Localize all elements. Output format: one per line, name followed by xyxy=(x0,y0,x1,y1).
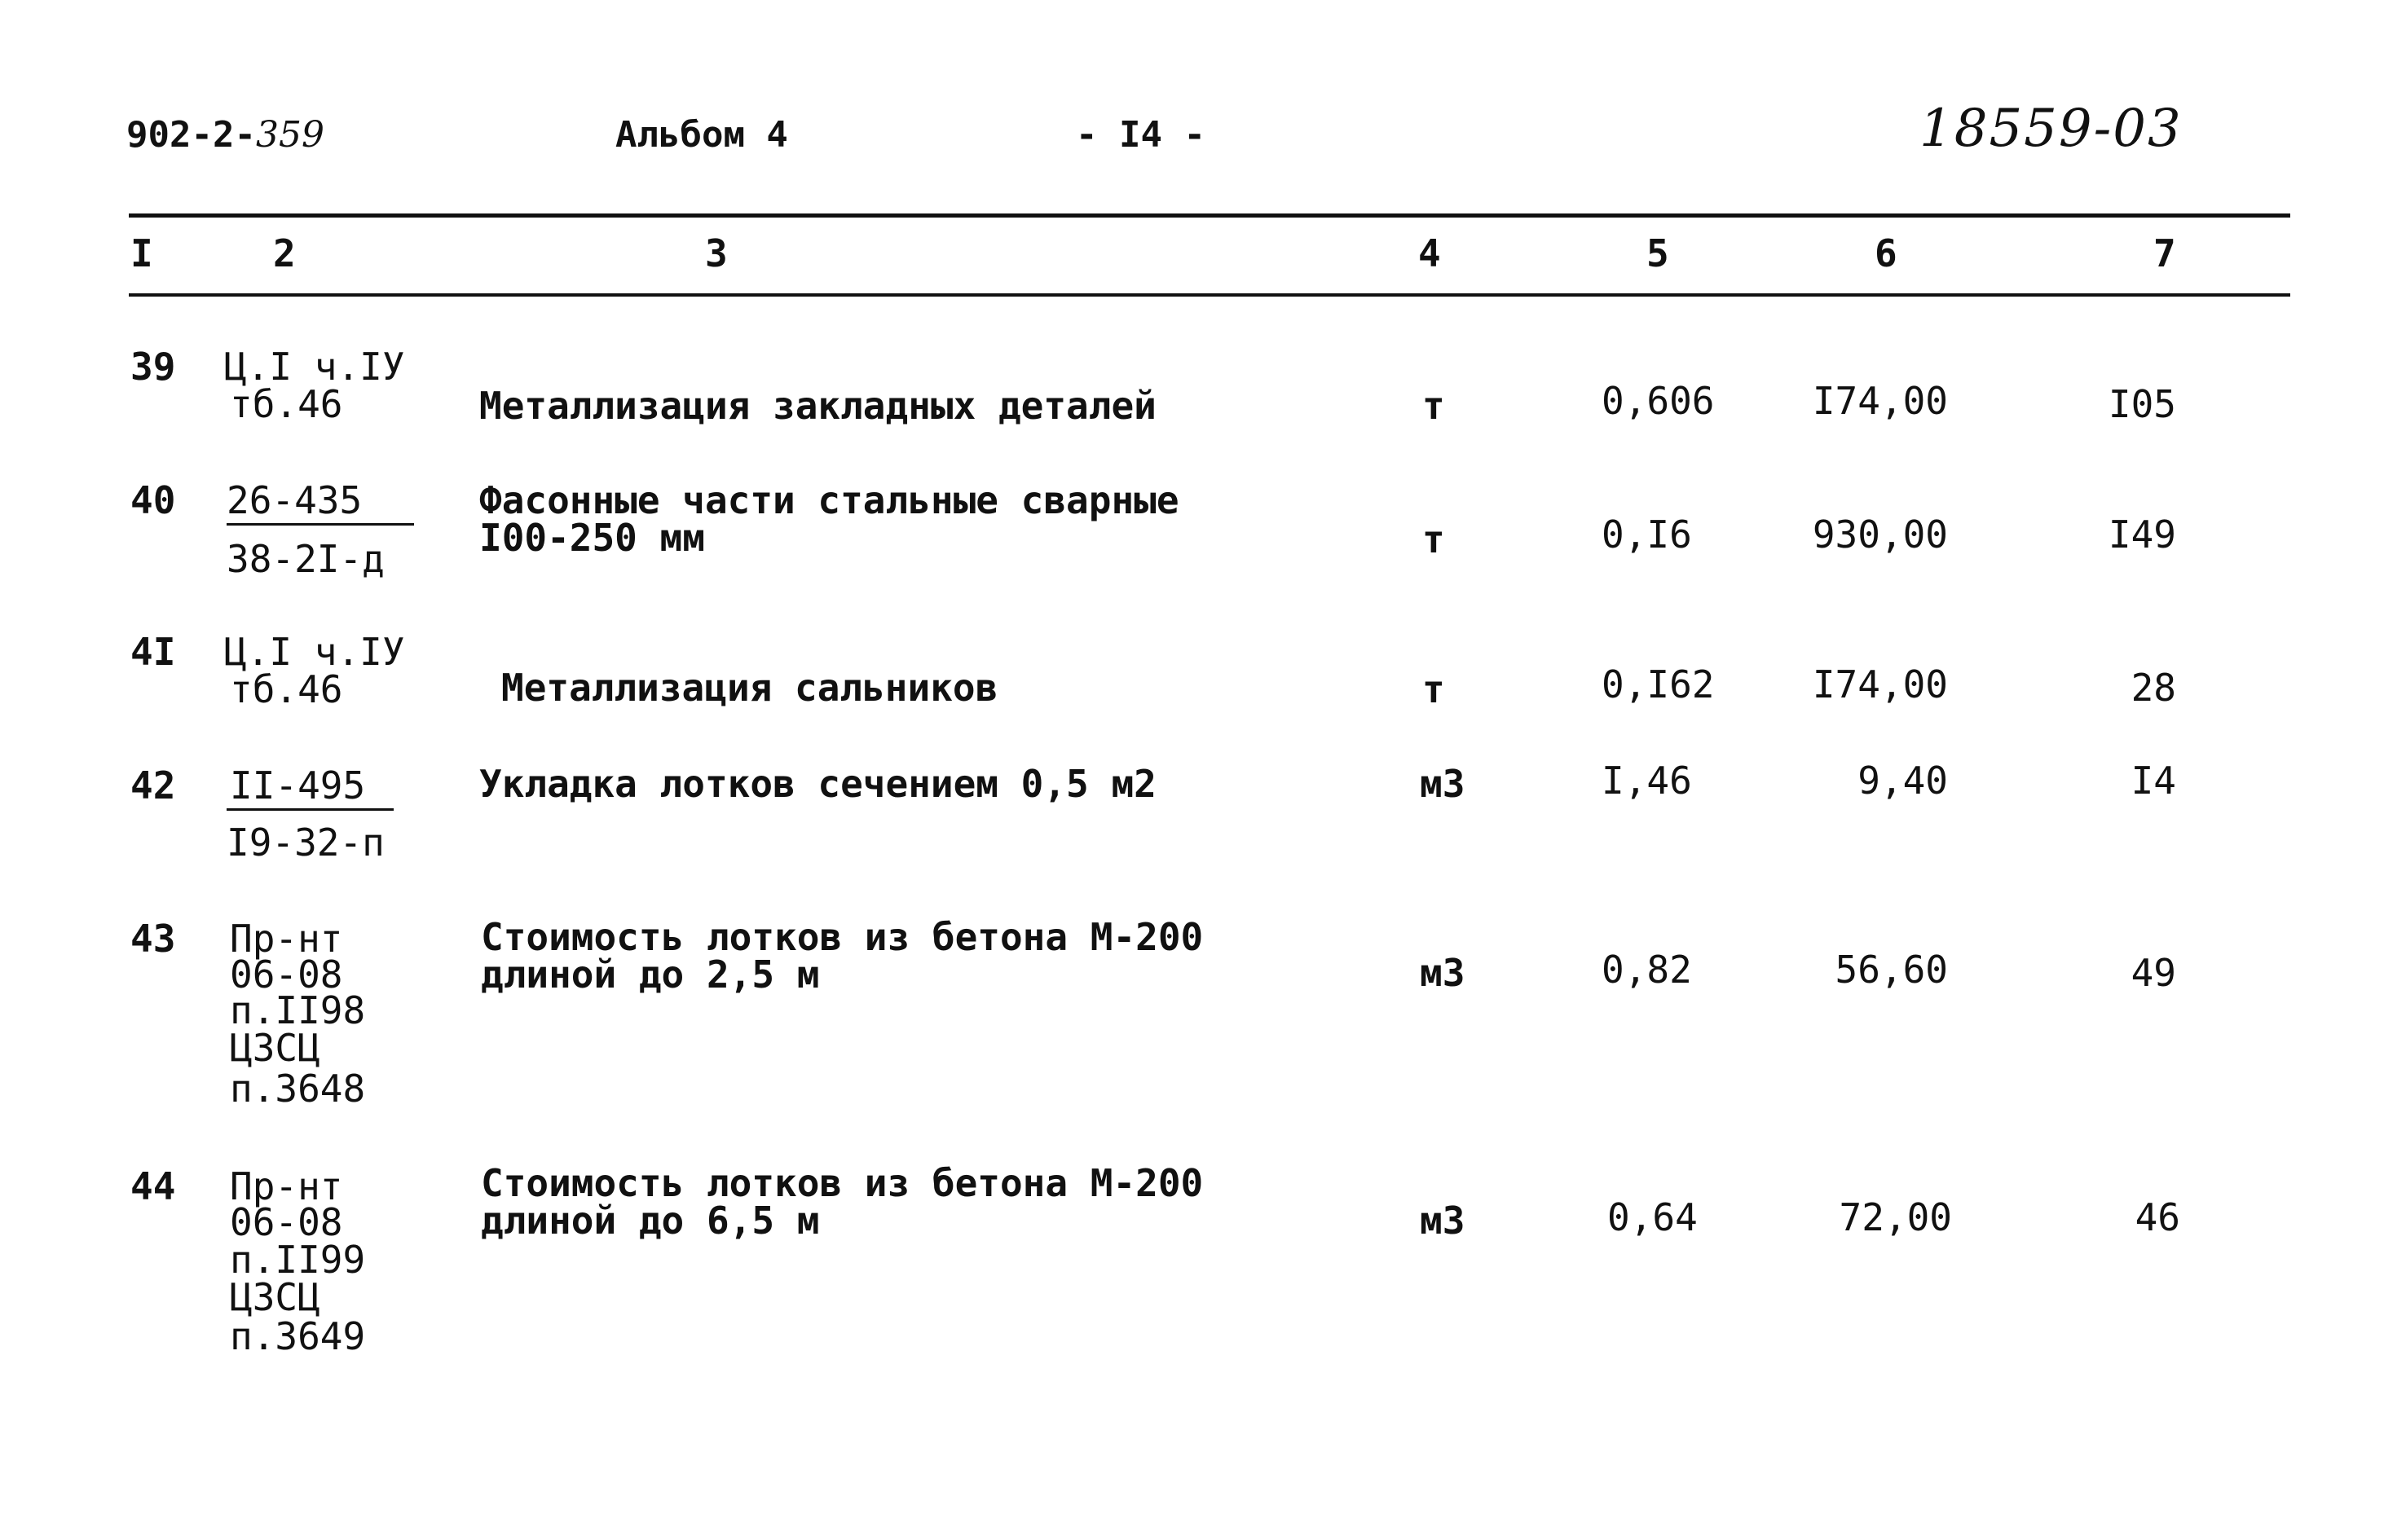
row-43-total: 49 xyxy=(2131,951,2176,995)
row-43-num: 43 xyxy=(130,917,176,961)
col-header-4: 4 xyxy=(1418,231,1441,275)
row-44-ref-line1: Пр-нт xyxy=(230,1164,343,1208)
row-43-ref-line2: 06-08 xyxy=(230,953,343,997)
row-39-qty: 0,606 xyxy=(1602,379,1715,423)
row-42-num: 42 xyxy=(130,763,176,807)
row-40-fraction-line xyxy=(227,523,414,526)
row-42-unit: м3 xyxy=(1420,762,1465,806)
row-39-ref-line1: Ц.I ч.IУ xyxy=(224,345,405,389)
row-44-ref-line4: ЦЗСЦ xyxy=(230,1275,320,1319)
row-44-num: 44 xyxy=(130,1164,176,1208)
row-42-total: I4 xyxy=(2131,759,2176,803)
col-header-5: 5 xyxy=(1646,231,1669,275)
row-44-ref-line5: п.3649 xyxy=(230,1314,366,1358)
row-42-price: 9,40 xyxy=(1857,759,1948,803)
row-39-ref-line2: тб.46 xyxy=(230,382,343,426)
row-40-qty: 0,I6 xyxy=(1602,513,1692,557)
row-41-price: I74,00 xyxy=(1812,662,1948,706)
col-header-1: I xyxy=(130,231,153,275)
row-44-unit: м3 xyxy=(1420,1199,1465,1243)
row-40-name-line1: Фасонные части стальные сварные xyxy=(479,478,1179,522)
page-number: - I4 - xyxy=(1076,114,1205,156)
row-43-qty: 0,82 xyxy=(1602,948,1692,992)
row-43-ref-line3: п.II98 xyxy=(230,988,366,1032)
row-43-ref-line1: Пр-нт xyxy=(230,917,343,961)
row-40-ref-denominator: 38-2I-д xyxy=(227,537,385,581)
row-39-unit: т xyxy=(1422,384,1445,428)
row-41-ref-line2: тб.46 xyxy=(230,667,343,711)
row-42-qty: I,46 xyxy=(1602,759,1692,803)
row-43-ref-line5: п.3648 xyxy=(230,1067,366,1111)
album-label: Альбом 4 xyxy=(615,114,788,156)
header-bottom-rule xyxy=(129,293,2290,297)
row-44-name-line2: длиной до 6,5 м xyxy=(481,1199,820,1243)
row-41-total: 28 xyxy=(2131,666,2176,710)
row-40-price: 930,00 xyxy=(1812,513,1948,557)
row-44-qty: 0,64 xyxy=(1607,1195,1698,1239)
col-header-7: 7 xyxy=(2153,231,2176,275)
row-39-num: 39 xyxy=(130,345,176,389)
row-40-ref-numerator: 26-435 xyxy=(227,478,363,522)
row-43-unit: м3 xyxy=(1420,951,1465,995)
row-44-name-line1: Стоимость лотков из бетона М-200 xyxy=(481,1161,1204,1205)
row-44-price: 72,00 xyxy=(1839,1195,1952,1239)
col-header-2: 2 xyxy=(273,231,296,275)
row-41-ref-line1: Ц.I ч.IУ xyxy=(224,630,405,674)
table-top-rule xyxy=(129,213,2290,218)
row-41-num: 4I xyxy=(130,630,176,674)
row-40-num: 40 xyxy=(130,478,176,522)
row-44-total: 46 xyxy=(2135,1195,2180,1239)
col-header-3: 3 xyxy=(705,231,728,275)
row-39-price: I74,00 xyxy=(1812,379,1948,423)
row-39-total: I05 xyxy=(2108,382,2176,426)
archive-number: 18559-03 xyxy=(1919,99,2183,159)
row-42-ref-denominator: I9-32-п xyxy=(227,821,385,865)
doc-code xyxy=(126,114,324,156)
doc-code-prefix: 902-2- xyxy=(126,114,256,156)
row-40-name-line2: I00-250 мм xyxy=(479,516,705,560)
row-42-fraction-line xyxy=(227,808,394,811)
row-44-ref-line3: п.II99 xyxy=(230,1238,366,1282)
row-41-name: Металлизация сальников xyxy=(501,666,998,710)
row-44-ref-line2: 06-08 xyxy=(230,1200,343,1244)
row-42-ref-numerator: II-495 xyxy=(230,763,366,807)
row-41-qty: 0,I62 xyxy=(1602,662,1715,706)
row-43-price: 56,60 xyxy=(1835,948,1948,992)
row-40-total: I49 xyxy=(2108,513,2176,557)
row-43-name-line2: длиной до 2,5 м xyxy=(481,953,820,997)
row-43-name-line1: Стоимость лотков из бетона М-200 xyxy=(481,915,1204,959)
row-39-name: Металлизация закладных деталей xyxy=(479,384,1157,428)
col-header-6: 6 xyxy=(1875,231,1897,275)
doc-code-suffix: 359 xyxy=(255,114,324,156)
row-43-ref-line4: ЦЗСЦ xyxy=(230,1026,320,1070)
row-40-unit: т xyxy=(1422,517,1445,561)
row-41-unit: т xyxy=(1422,667,1445,711)
row-42-name: Укладка лотков сечением 0,5 м2 xyxy=(479,762,1157,806)
